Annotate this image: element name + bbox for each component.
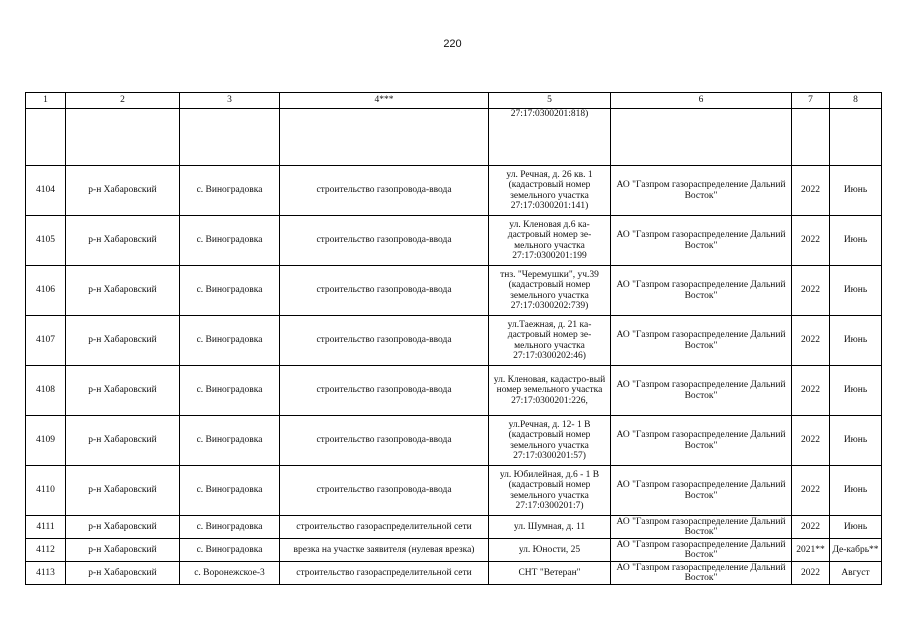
header-cell: 7 — [792, 93, 830, 109]
header-cell: 2 — [66, 93, 180, 109]
object-table — [25, 92, 882, 585]
address-cell: ул. Речная, д. 26 кв. 1 (кадастровый номер земельного участка 27:17:0300201:141) — [489, 166, 611, 216]
cell — [66, 109, 180, 166]
address-cell: 27:17:0300201:818) — [489, 109, 611, 166]
cell — [611, 109, 792, 166]
year-cell: 2022 — [792, 216, 830, 266]
table-row — [26, 539, 882, 562]
year-cell: 2022 — [792, 562, 830, 585]
organization-cell: АО "Газпром газораспределение Дальний Восток" — [611, 216, 792, 266]
work-cell: врезка на участке заявителя (нулевая врезка) — [280, 539, 489, 562]
row-number: 4104 — [26, 166, 66, 216]
work-cell: строительство газопровода-ввода — [280, 416, 489, 466]
table-row — [26, 516, 882, 539]
settlement-cell: с. Воронежское-3 — [180, 562, 280, 585]
work-cell: строительство газопровода-ввода — [280, 266, 489, 316]
page-number: 220 — [443, 38, 462, 50]
month-cell: Июнь — [830, 516, 882, 539]
organization-cell: АО "Газпром газораспределение Дальний Восток" — [611, 562, 792, 585]
organization-cell: АО "Газпром газораспределение Дальний Восток" — [611, 366, 792, 416]
header-cell: 8 — [830, 93, 882, 109]
row-number: 4112 — [26, 539, 66, 562]
year-cell: 2022 — [792, 166, 830, 216]
year-cell: 2022 — [792, 466, 830, 516]
district-cell: р-н Хабаровский — [66, 466, 180, 516]
month-cell: Июнь — [830, 216, 882, 266]
address-cell: ул. Юности, 25 — [489, 539, 611, 562]
organization-cell: АО "Газпром газораспределение Дальний Восток" — [611, 316, 792, 366]
organization-cell: АО "Газпром газораспределение Дальний Восток" — [611, 416, 792, 466]
month-cell: Июнь — [830, 466, 882, 516]
district-cell: р-н Хабаровский — [66, 166, 180, 216]
table-row — [26, 366, 882, 416]
month-cell: Июнь — [830, 266, 882, 316]
year-cell: 2022 — [792, 416, 830, 466]
settlement-cell: с. Виноградовка — [180, 166, 280, 216]
cell — [792, 109, 830, 166]
district-cell: р-н Хабаровский — [66, 366, 180, 416]
table-row — [26, 166, 882, 216]
address-cell: ул. Кленовая д.6 ка-дастровый номер зе-мельного участка 27:17:0300201:199 — [489, 216, 611, 266]
organization-cell: АО "Газпром газораспределение Дальний Восток" — [611, 266, 792, 316]
year-cell: 2021** — [792, 539, 830, 562]
month-cell: Август — [830, 562, 882, 585]
table-row — [26, 562, 882, 585]
district-cell: р-н Хабаровский — [66, 216, 180, 266]
work-cell: строительство газораспределительной сети — [280, 562, 489, 585]
month-cell: Июнь — [830, 166, 882, 216]
settlement-cell: с. Виноградовка — [180, 466, 280, 516]
month-cell: Де-кабрь** — [830, 539, 882, 562]
row-number: 4110 — [26, 466, 66, 516]
settlement-cell: с. Виноградовка — [180, 416, 280, 466]
address-cell: тнз. "Черемушки", уч.39 (кадастровый номер земельного участка 27:17:0300202:739) — [489, 266, 611, 316]
address-cell: ул. Юбилейная, д.6 - 1 В (кадастровый номер земельного участка 27:17:0300201:7) — [489, 466, 611, 516]
header-cell: 1 — [26, 93, 66, 109]
settlement-cell: с. Виноградовка — [180, 516, 280, 539]
work-cell: строительство газопровода-ввода — [280, 466, 489, 516]
organization-cell: АО "Газпром газораспределение Дальний Восток" — [611, 166, 792, 216]
cell — [180, 109, 280, 166]
district-cell: р-н Хабаровский — [66, 316, 180, 366]
cell — [830, 109, 882, 166]
settlement-cell: с. Виноградовка — [180, 316, 280, 366]
table-row — [26, 466, 882, 516]
cell — [280, 109, 489, 166]
header-cell: 4*** — [280, 93, 489, 109]
district-cell: р-н Хабаровский — [66, 416, 180, 466]
organization-cell: АО "Газпром газораспределение Дальний Восток" — [611, 466, 792, 516]
row-number: 4106 — [26, 266, 66, 316]
row-number: 4113 — [26, 562, 66, 585]
row-number: 4105 — [26, 216, 66, 266]
settlement-cell: с. Виноградовка — [180, 216, 280, 266]
table-row — [26, 266, 882, 316]
month-cell: Июнь — [830, 366, 882, 416]
address-cell: ул.Таежная, д. 21 ка-дастровый номер зе-мельного участка 27:17:0300202:46) — [489, 316, 611, 366]
work-cell: строительство газопровода-ввода — [280, 316, 489, 366]
work-cell: строительство газопровода-ввода — [280, 216, 489, 266]
year-cell: 2022 — [792, 316, 830, 366]
organization-cell: АО "Газпром газораспределение Дальний Восток" — [611, 516, 792, 539]
continuation-row — [26, 109, 882, 166]
work-cell: строительство газопровода-ввода — [280, 166, 489, 216]
work-cell: строительство газопровода-ввода — [280, 366, 489, 416]
address-cell: ул. Шумная, д. 11 — [489, 516, 611, 539]
cell — [26, 109, 66, 166]
month-cell: Июнь — [830, 316, 882, 366]
header-cell: 5 — [489, 93, 611, 109]
year-cell: 2022 — [792, 366, 830, 416]
row-number: 4108 — [26, 366, 66, 416]
work-cell: строительство газораспределительной сети — [280, 516, 489, 539]
row-number: 4109 — [26, 416, 66, 466]
settlement-cell: с. Виноградовка — [180, 266, 280, 316]
address-cell: ул.Речная, д. 12- 1 В (кадастровый номер земельного участка 27:17:0300201:57) — [489, 416, 611, 466]
header-cell: 6 — [611, 93, 792, 109]
address-cell: СНТ "Ветеран" — [489, 562, 611, 585]
year-cell: 2022 — [792, 516, 830, 539]
header-row — [26, 93, 882, 109]
district-cell: р-н Хабаровский — [66, 539, 180, 562]
district-cell: р-н Хабаровский — [66, 516, 180, 539]
settlement-cell: с. Виноградовка — [180, 539, 280, 562]
month-cell: Июнь — [830, 416, 882, 466]
row-number: 4107 — [26, 316, 66, 366]
table-row — [26, 216, 882, 266]
district-cell: р-н Хабаровский — [66, 266, 180, 316]
district-cell: р-н Хабаровский — [66, 562, 180, 585]
table-row — [26, 416, 882, 466]
row-number: 4111 — [26, 516, 66, 539]
organization-cell: АО "Газпром газораспределение Дальний Восток" — [611, 539, 792, 562]
header-cell: 3 — [180, 93, 280, 109]
settlement-cell: с. Виноградовка — [180, 366, 280, 416]
year-cell: 2022 — [792, 266, 830, 316]
address-cell: ул. Кленовая, кадастро-вый номер земельного участка 27:17:0300201:226, — [489, 366, 611, 416]
table-row — [26, 316, 882, 366]
